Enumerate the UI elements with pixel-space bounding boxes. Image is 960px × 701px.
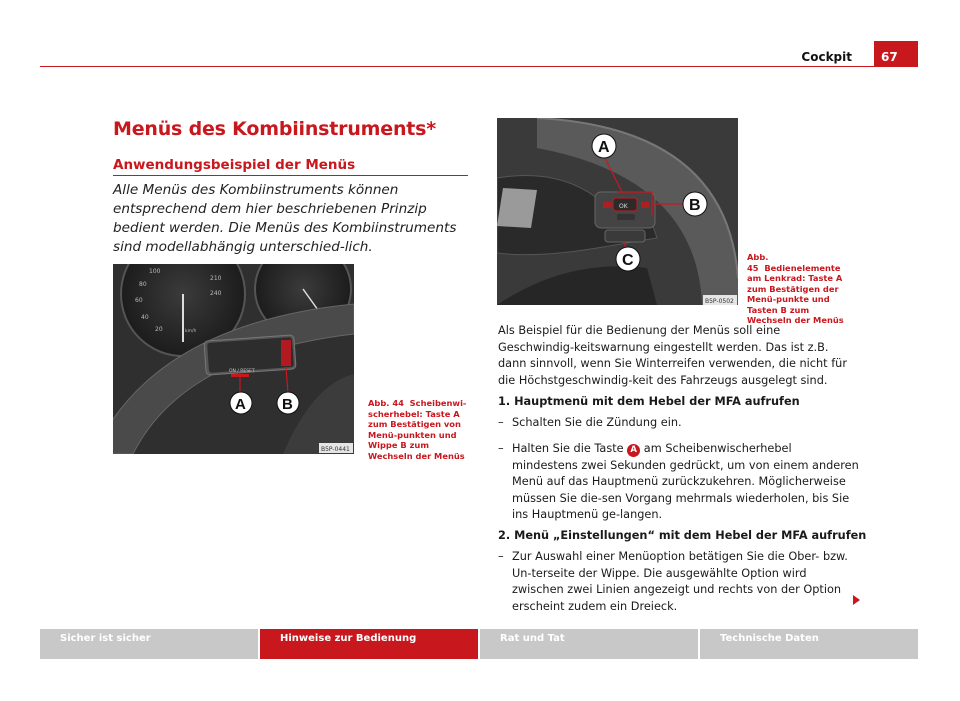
footer-tab-bedienung[interactable]: Hinweise zur Bedienung [260, 629, 478, 659]
marker-b: B [689, 197, 701, 214]
step2-item1-text: Zur Auswahl einer Menüoption betätigen Sie die Ober- bzw. Un-terseite der Wippe. Die ausgewählte Option wird zwischen zwei Linien angezeigt und rechts von der Option erscheint zudem ein Dreieck. [512, 550, 848, 613]
ok-label: OK [619, 203, 628, 210]
step2-title: 2. Menü „Einstellungen“ mit dem Hebel der MFA aufrufen [498, 529, 867, 542]
list-dash: – [498, 442, 504, 455]
speedo-label: 60 [135, 297, 143, 304]
figure-45-image [497, 118, 738, 305]
speedo-label: 210 [210, 275, 222, 282]
step1-item2-pre: Halten Sie die Taste [512, 442, 624, 455]
header-rule [40, 66, 918, 67]
figure-45-caption [747, 252, 855, 326]
footer-tabs [40, 629, 918, 659]
lever-label: ON / RESET [229, 369, 255, 374]
speedo-unit: km/h [185, 329, 197, 334]
figure-code: B5P-0441 [321, 446, 350, 453]
section-subtitle: Anwendungsbeispiel der Menüs [113, 157, 356, 173]
key-a-badge: A [627, 444, 640, 457]
caption-label: Abb. 44 [368, 398, 404, 408]
marker-a: A [598, 139, 610, 156]
list-dash: – [498, 416, 504, 429]
running-header: Cockpit [801, 50, 852, 64]
page-number: 67 [874, 41, 918, 67]
figure-44-caption [368, 398, 468, 461]
step1-item2 [498, 441, 860, 524]
figure-code: B5P-0502 [705, 298, 734, 305]
footer-tab-rat[interactable]: Rat und Tat [480, 629, 698, 659]
figure-44-image [113, 264, 354, 454]
step1-item1-text: Schalten Sie die Zündung ein. [512, 416, 682, 429]
step1-item1 [498, 415, 860, 432]
speedo-label: 20 [155, 326, 163, 333]
caption-label: Abb. 45 [747, 252, 769, 273]
intro-text: Alle Menüs des Kombiinstruments können entsprechend dem hier beschriebenen Prinzip bedient werden. Die Menüs des Kombiinstruments sind modellabhängig unterschied-lich. [113, 182, 457, 255]
speedo-label: 240 [210, 290, 222, 297]
section-title: Menüs des Kombiinstruments* [113, 118, 436, 140]
speedo-label: 40 [141, 314, 149, 321]
subtitle-rule [113, 175, 468, 176]
marker-c: C [622, 252, 634, 269]
list-dash: – [498, 550, 504, 563]
step2-item1 [498, 549, 860, 615]
caption-text: Bedienelemente am Lenkrad: Taste A zum Bestätigen der Menü-punkte und Tasten B zum Wechseln der Menüs [747, 262, 844, 325]
marker-a: A [235, 396, 246, 413]
step1-title: 1. Hauptmenü mit dem Hebel der MFA aufrufen [498, 395, 800, 408]
footer-tab-technik[interactable]: Technische Daten [700, 629, 918, 659]
continue-arrow-icon [853, 595, 860, 605]
caption-text: Scheibenwi-scherhebel: Taste A zum Bestätigen von Menü-punkten und Wippe B zum Wechseln der Menüs [368, 398, 467, 461]
speedo-label: 100 [149, 268, 161, 275]
body-paragraph: Als Beispiel für die Bedienung der Menüs soll eine Geschwindig-keitswarnung eingestellt werden. Das ist z.B. dann sinnvoll, wenn Sie Winterreifen verwenden, die nicht für die Höchstgeschwindig-keit des Fahrzeugs ausgelegt sind. [498, 324, 847, 387]
footer-tab-sicher[interactable]: Sicher ist sicher [40, 629, 258, 659]
step1-item2-post: am Scheibenwischerhebel mindestens zwei Sekunden gedrückt, um von einem anderen Menü auf das Hauptmenü zurückzukehren. Möglicherweise müssen Sie die-sen Vorgang mehrmals wiederholen, bis Sie ins Hauptmenü ge-langen. [512, 442, 859, 521]
marker-b: B [282, 396, 293, 413]
speedo-label: 80 [139, 281, 147, 288]
